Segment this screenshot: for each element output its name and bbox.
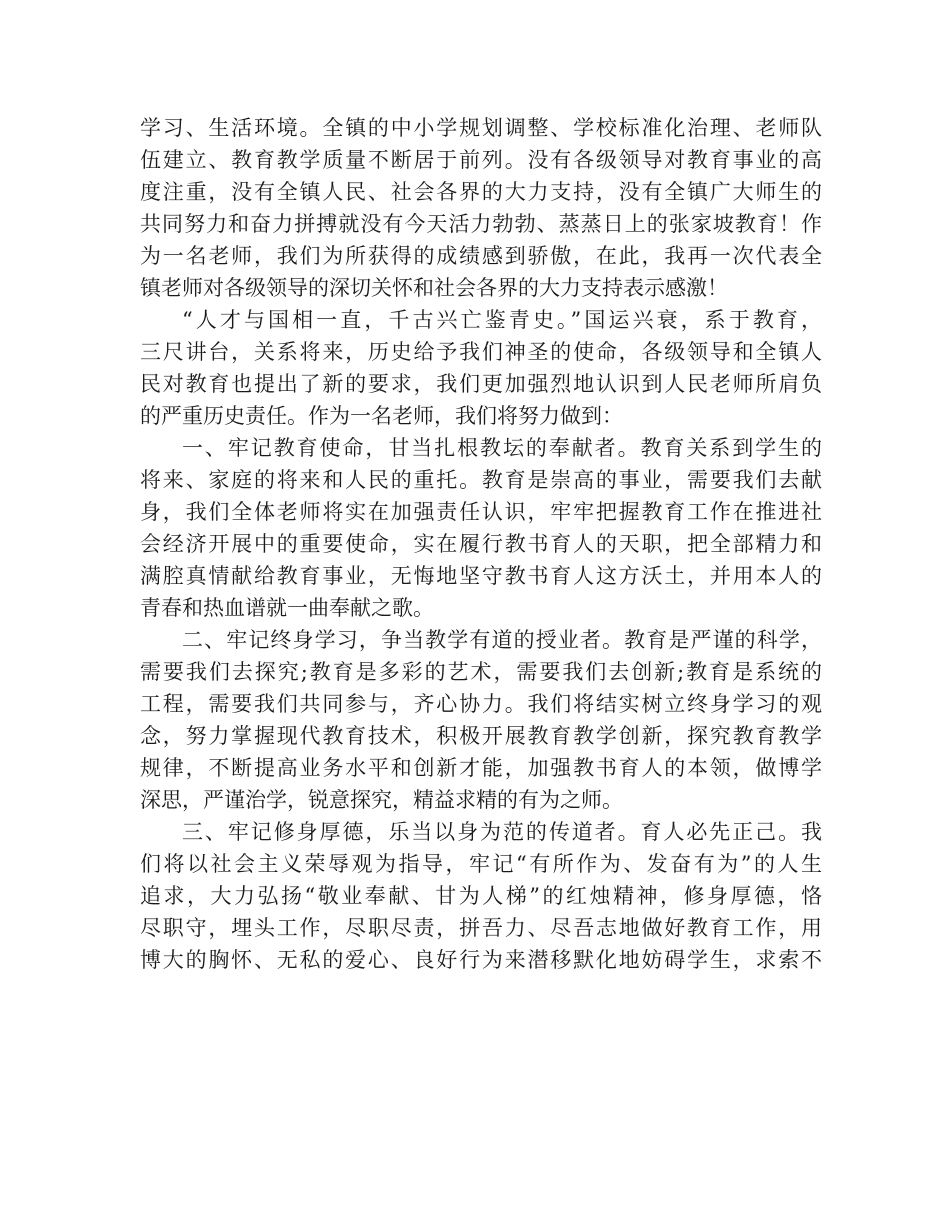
text-line: 尽职守，埋头工作，尽职尽责，拼吾力、尽吾志地做好教育工作，用 [140, 916, 822, 940]
text-line: 镇老师对各级领导的深切关怀和社会各界的大力支持表示感激！ [140, 276, 728, 300]
text-line: 学习、生活环境。全镇的中小学规划调整、学校标准化治理、老师队 [140, 116, 822, 140]
text-line: 二、牢记终身学习，争当教学有道的授业者。教育是严谨的科学， [182, 628, 822, 652]
text-line: 工程，需要我们共同参与，齐心协力。我们将结实树立终身学习的观 [140, 692, 822, 716]
text-line: 念，努力掌握现代教育技术，积极开展教育教学创新，探究教育教学 [140, 724, 822, 748]
paragraph [140, 432, 822, 624]
text-line: 们将以社会主义荣辱观为指导，牢记“有所作为、发奋有为”的人生 [140, 852, 822, 876]
text-line: 为一名老师，我们为所获得的成绩感到骄傲，在此，我再一次代表全 [140, 244, 822, 268]
text-line: 需要我们去探究;教育是多彩的艺术，需要我们去创新;教育是系统的 [140, 660, 822, 684]
text-line: “人才与国相一直，千古兴亡鉴青史。”国运兴衰，系于教育， [182, 308, 822, 332]
text-line: 深思，严谨治学，锐意探究，精益求精的有为之师。 [140, 788, 623, 812]
text-line: 将来、家庭的将来和人民的重托。教育是崇高的事业，需要我们去献 [140, 468, 822, 492]
text-line: 三尺讲台，关系将来，历史给予我们神圣的使命，各级领导和全镇人 [140, 340, 822, 364]
text-line: 青春和热血谱就一曲奉献之歌。 [140, 596, 434, 620]
text-line: 伍建立、教育教学质量不断居于前列。没有各级领导对教育事业的高 [140, 148, 822, 172]
text-line: 会经济开展中的重要使命，实在履行教书育人的天职，把全部精力和 [140, 532, 822, 556]
text-line: 追求，大力弘扬“敬业奉献、甘为人梯”的红烛精神，修身厚德，恪 [140, 884, 822, 908]
text-line: 的严重历史责任。作为一名老师，我们将努力做到： [140, 404, 623, 428]
text-line: 规律，不断提高业务水平和创新才能，加强教书育人的本领，做博学 [140, 756, 822, 780]
text-line: 博大的胸怀、无私的爱心、良好行为来潜移默化地妨碍学生，求索不 [140, 948, 822, 972]
text-line: 满腔真情献给教育事业，无悔地坚守教书育人这方沃土，并用本人的 [140, 564, 822, 588]
paragraph [140, 304, 822, 432]
text-line: 民对教育也提出了新的要求，我们更加强烈地认识到人民老师所肩负 [140, 372, 822, 396]
text-line: 共同努力和奋力拼搏就没有今天活力勃勃、蒸蒸日上的张家坡教育！作 [140, 212, 822, 236]
text-line: 身，我们全体老师将实在加强责任认识，牢牢把握教育工作在推进社 [140, 500, 822, 524]
document-page [140, 112, 822, 976]
text-line: 三、牢记修身厚德，乐当以身为范的传道者。育人必先正己。我 [182, 820, 822, 844]
text-line: 一、牢记教育使命，甘当扎根教坛的奉献者。教育关系到学生的 [182, 436, 822, 460]
paragraph [140, 624, 822, 816]
paragraph [140, 816, 822, 976]
paragraph [140, 112, 822, 304]
text-line: 度注重，没有全镇人民、社会各界的大力支持，没有全镇广大师生的 [140, 180, 822, 204]
